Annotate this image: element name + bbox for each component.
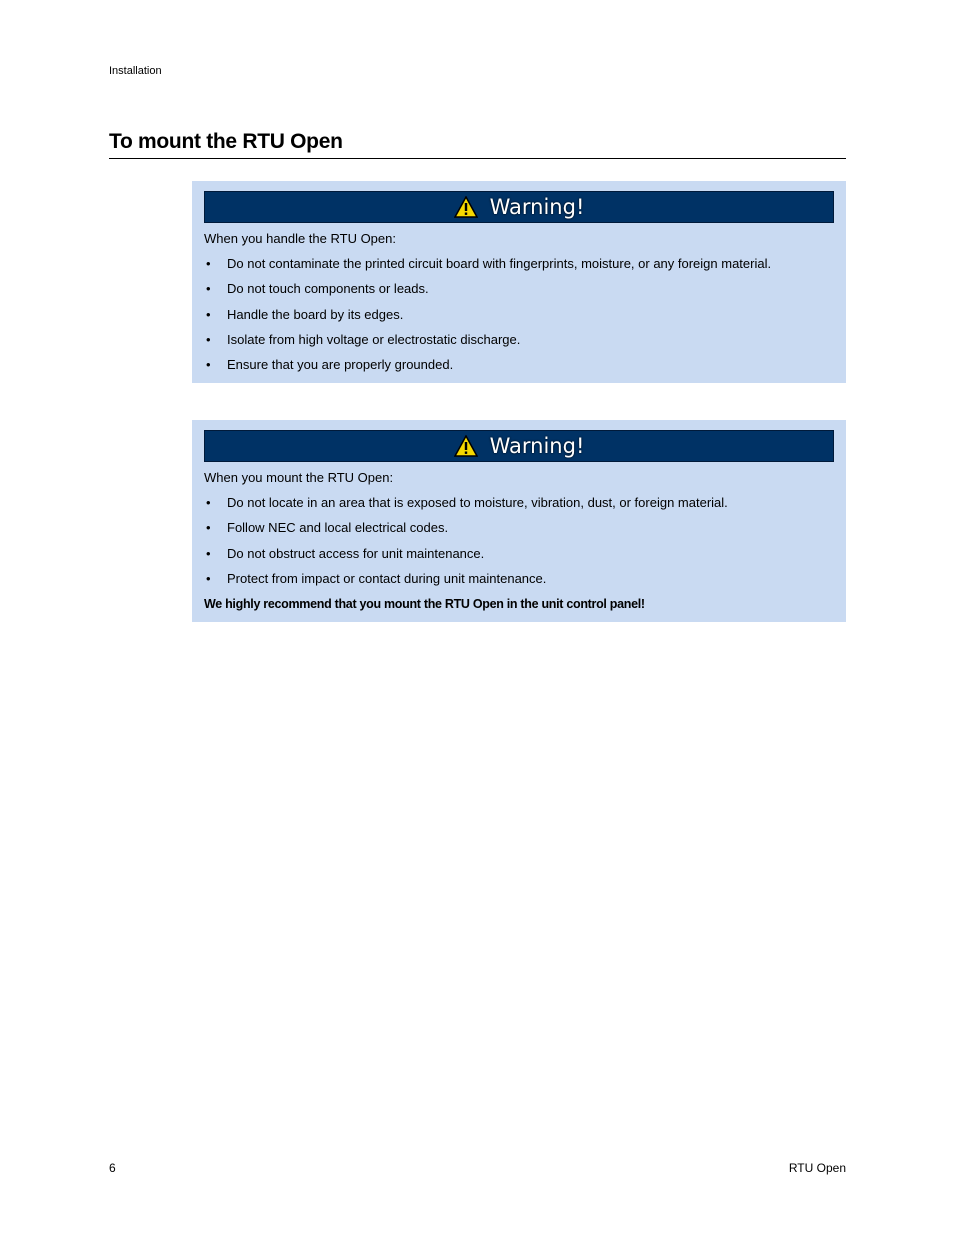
list-item: • Isolate from high voltage or electrostatic discharge.: [206, 331, 521, 347]
list-item: • Do not touch components or leads.: [206, 281, 429, 297]
warning-intro: When you handle the RTU Open:: [204, 231, 396, 246]
list-item: • Do not locate in an area that is exposed to moisture, vibration, dust, or foreign material.: [206, 495, 728, 510]
page-title: To mount the RTU Open: [109, 130, 846, 159]
warning-banner: [204, 191, 834, 223]
warning-list: [204, 495, 728, 596]
warning-triangle-icon: [454, 196, 478, 218]
recommendation-note: We highly recommend that you mount the RTU Open in the unit control panel!: [204, 597, 645, 611]
warning-intro: When you mount the RTU Open:: [204, 470, 394, 485]
page-number: 6: [109, 1161, 116, 1175]
list-item: • Ensure that you are properly grounded.: [206, 357, 454, 373]
list-item: • Handle the board by its edges.: [206, 306, 404, 322]
list-item: • Follow NEC and local electrical codes.: [206, 520, 449, 536]
footer-product: RTU Open: [788, 1161, 846, 1175]
running-header: Installation: [109, 65, 162, 77]
list-item: • Do not contaminate the printed circuit board with fingerprints, moisture, or any foreign material.: [206, 256, 772, 271]
warning-list: [204, 256, 771, 382]
warning-label: Warning!: [489, 434, 585, 458]
warning-label: Warning!: [489, 195, 585, 219]
list-item: • Protect from impact or contact during unit maintenance.: [206, 570, 547, 586]
warning-box-mounting: [192, 420, 846, 622]
list-item: • Do not obstruct access for unit maintenance.: [206, 545, 485, 561]
warning-banner: [204, 430, 834, 462]
warning-box-handling: [192, 181, 846, 383]
warning-triangle-icon: [454, 435, 478, 457]
